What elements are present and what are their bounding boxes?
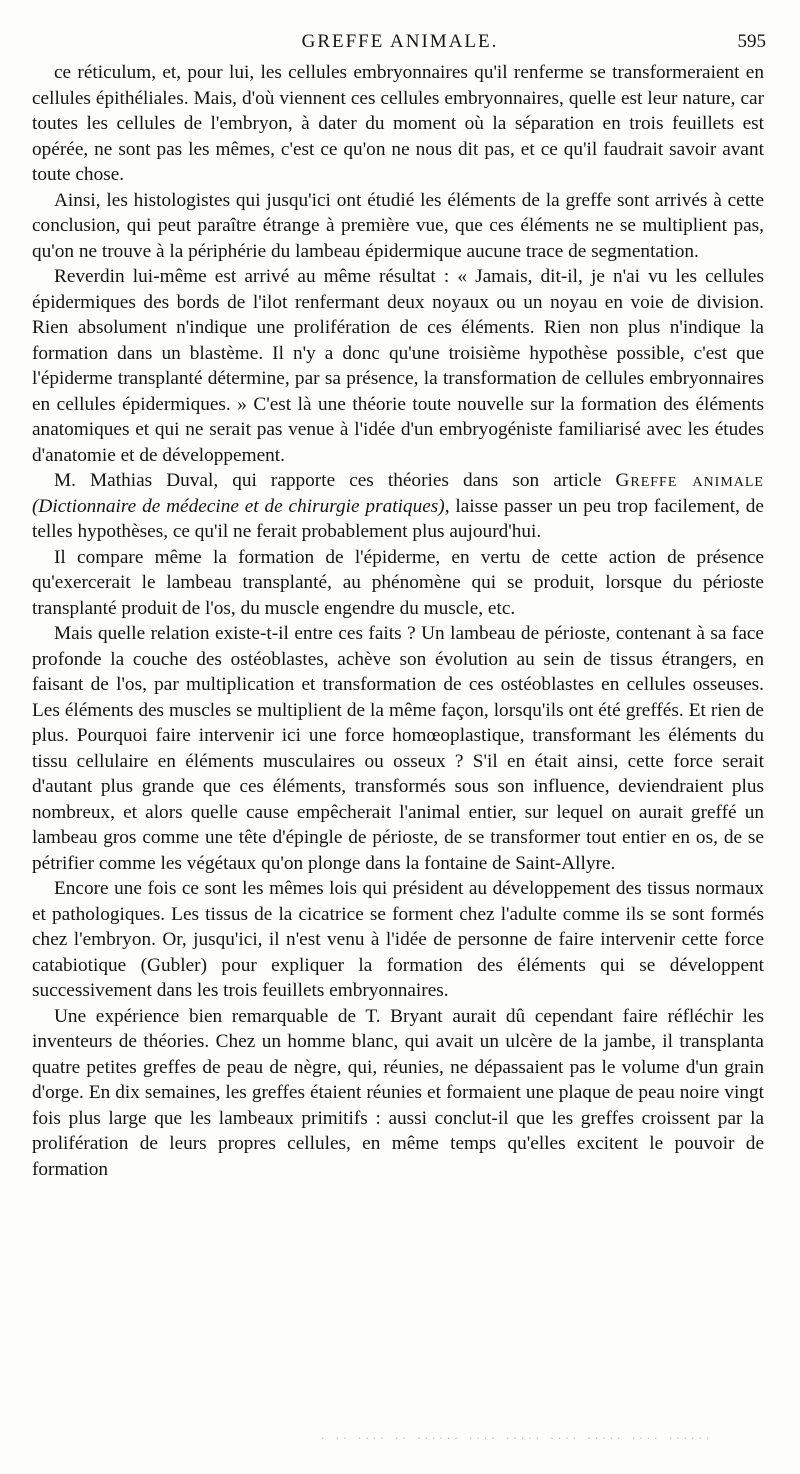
paragraph-5: Il compare même la formation de l'épiderme, en vertu de cette action de présence qu'exercerait le lambeau transplanté, au phénomène qui se produit, lorsque du périoste transplanté produit de l'os, du muscle engendre du muscle, etc. [32,546,764,619]
body-text [32,60,764,1182]
running-head [32,28,768,56]
paragraph-1: ce réticulum, et, pour lui, les cellules embryonnaires qu'il renferme se transformeraient en cellules épithéliales. Mais, d'où viennent ces cellules embryonnaires, quelle est leur nature, car toutes les cellules de l'embryon, à dater du moment où la séparation en trois feuillets est opérée, ne sont pas les mêmes, c'est ce qu'on ne nous dit pas, et ce qu'il faudrait savoir avant toute chose. [32,62,764,185]
paragraph-3: Reverdin lui-même est arrivé au même résultat : « Jamais, dit-il, je n'ai vu les cellules épidermiques des bords de l'ilot renfermant deux noyaux ou un noyau en voie de division. Rien absolument n'indique une prolifération de ces éléments. Rien non plus n'indique la formation dans un blastème. Il n'y a donc qu'une troisième hypothèse possible, c'est que l'épiderme transplanté détermine, par sa présence, la transformation de cellules embryonnaires en cellules épidermiques. » C'est là une théorie toute nouvelle sur la formation des éléments anatomiques et qui ne serait pas venue à l'idée d'un embryogéniste familiarisé avec les études d'anatomie et de développement. [32,266,764,466]
paragraph-4-lead: M. Mathias Duval, qui rapporte ces théories dans son article [54,470,616,491]
paragraph-4-tail: , laisse passer un peu trop facilement, de telles hypothèses, ce qu'il ne ferait probablement plus aujourd'hui. [32,495,764,542]
article-title: Greffe animale [615,470,764,491]
dictionary-title: (Dictionnaire de médecine et de chirurgie pratiques) [32,495,445,517]
running-title: GREFFE ANIMALE. [301,31,499,52]
paragraph-4 [32,468,764,545]
print-bleed-marks: . .. .... .. ...... .... ..... .... ..... .... ...... [320,1432,713,1442]
page-number: 595 [737,31,766,52]
paragraph-8: Une expérience bien remarquable de T. Bryant aurait dû cependant faire réfléchir les inventeurs de théories. Chez un homme blanc, qui avait un ulcère de la jambe, il transplanta quatre petites greffes de peau de nègre, qui, réunies, ne dépassaient pas le volume d'un grain d'orge. En dix semaines, les greffes étaient réunies et formaient une plaque de peau noire vingt fois plus large que les lambeaux primitifs : aussi conclut-il que les greffes croissent par la prolifération de leurs propres cellules, en même temps qu'elles excitent le pouvoir de formation [32,1005,764,1180]
paragraph-6: Mais quelle relation existe-t-il entre ces faits ? Un lambeau de périoste, contenant à sa face profonde la couche des ostéoblastes, achève son évolution au sein de tissus étrangers, en faisant de l'os, par multiplication et transformation de ces ostéoblastes en cellules osseuses. Les éléments des muscles se multiplient de la même façon, lorsqu'ils ont été greffés. Et rien de plus. Pourquoi faire intervenir ici une force homœoplastique, transformant les éléments du tissu cellulaire en éléments musculaires ou osseux ? S'il en était ainsi, cette force serait d'autant plus grande que ces éléments, transformés sous son influence, deviendraient plus nombreux, et alors quelle cause empêcherait l'animal entier, sur lequel on aurait greffé un lambeau gros comme une tête d'épingle de périoste, de se transformer tout entier en os, de se pétrifier comme les végétaux qu'on plonge dans la fontaine de Saint-Allyre. [32,623,764,874]
paragraph-2: Ainsi, les histologistes qui jusqu'ici ont étudié les éléments de la greffe sont arrivés à cette conclusion, qui peut paraître étrange à première vue, que ces éléments ne se multiplient pas, qu'on ne trouve à la périphérie du lambeau épidermique aucune trace de segmentation. [32,189,764,262]
paragraph-7: Encore une fois ce sont les mêmes lois qui président au développement des tissus normaux et pathologiques. Les tissus de la cicatrice se forment chez l'adulte comme ils se sont formés chez l'embryon. Or, jusqu'ici, il n'est venu à l'idée de personne de faire intervenir cette force catabiotique (Gubler) pour expliquer la formation des éléments qui se développent successivement dans les trois feuillets embryonnaires. [32,878,764,1001]
